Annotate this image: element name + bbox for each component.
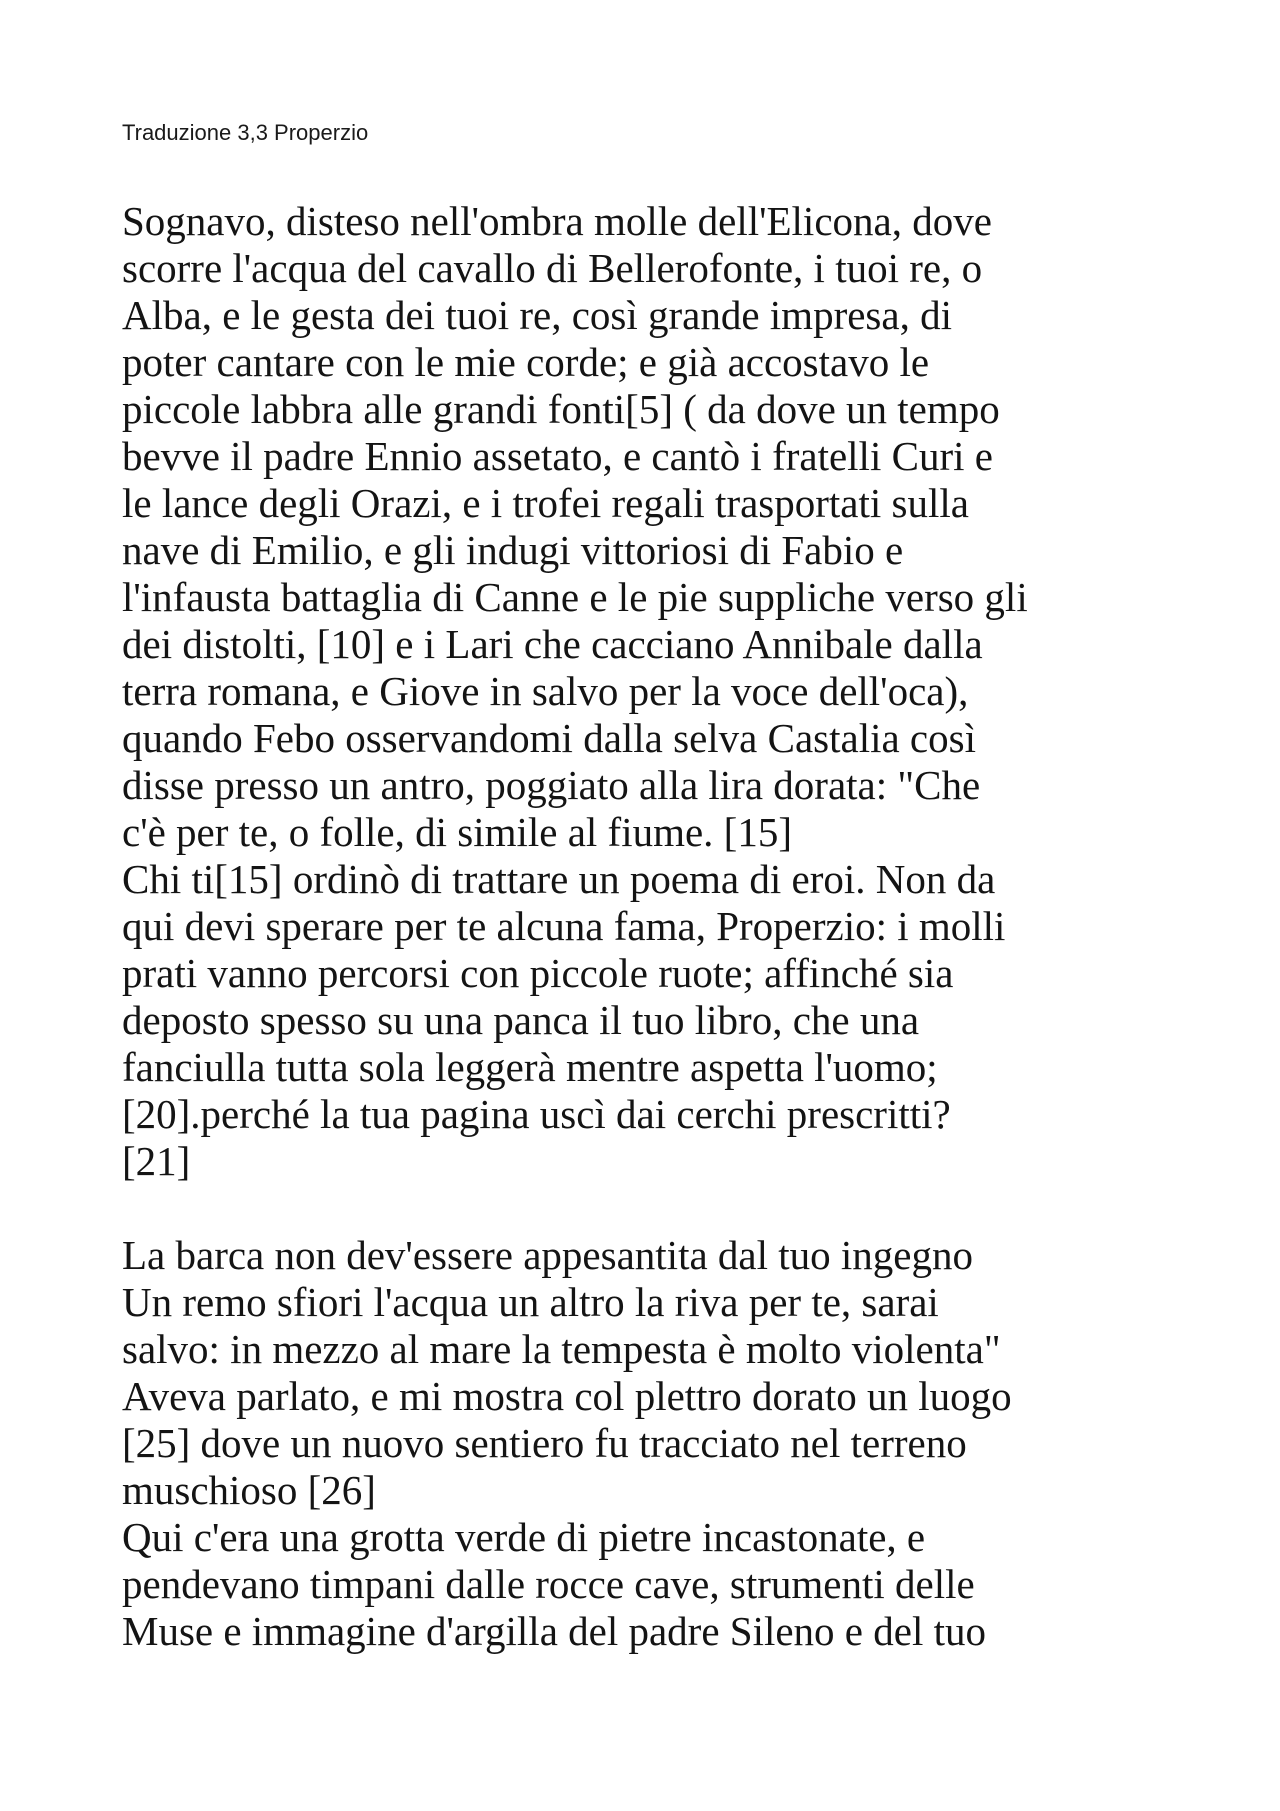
text-line: dei distolti, [10] e i Lari che cacciano Annibale dalla	[122, 621, 983, 667]
paragraph-spacer	[122, 1185, 1242, 1232]
text-line: prati vanno percorsi con piccole ruote; affinché sia	[122, 950, 954, 996]
text-line: salvo: in mezzo al mare la tempesta è molto violenta"	[122, 1326, 1001, 1372]
paragraph-2	[122, 1232, 1242, 1655]
text-line: scorre l'acqua del cavallo di Bellerofonte, i tuoi re, o	[122, 245, 983, 291]
text-line: l'infausta battaglia di Canne e le pie suppliche verso gli	[122, 574, 1028, 620]
text-line: muschioso [26]	[122, 1467, 376, 1513]
text-line: fanciulla tutta sola leggerà mentre aspetta l'uomo;	[122, 1044, 938, 1090]
text-line: [20].perché la tua pagina uscì dai cerchi prescritti?	[122, 1091, 951, 1137]
text-line: Alba, e le gesta dei tuoi re, così grande impresa, di	[122, 292, 952, 338]
text-line: nave di Emilio, e gli indugi vittoriosi di Fabio e	[122, 527, 904, 573]
text-line: le lance degli Orazi, e i trofei regali trasportati sulla	[122, 480, 969, 526]
text-line: deposto spesso su una panca il tuo libro, che una	[122, 997, 920, 1043]
text-line: Chi ti[15] ordinò di trattare un poema di eroi. Non da	[122, 856, 996, 902]
text-line: Muse e immagine d'argilla del padre Sileno e del tuo	[122, 1608, 986, 1654]
paragraph-1	[122, 198, 1242, 1185]
text-line: quando Febo osservandomi dalla selva Castalia così	[122, 715, 976, 761]
text-line: qui devi sperare per te alcuna fama, Properzio: i molli	[122, 903, 1006, 949]
text-line: Sognavo, disteso nell'ombra molle dell'Elicona, dove	[122, 198, 992, 244]
text-line: [25] dove un nuovo sentiero fu tracciato nel terreno	[122, 1420, 967, 1466]
text-line: La barca non dev'essere appesantita dal tuo ingegno	[122, 1232, 973, 1278]
text-line: Un remo sfiori l'acqua un altro la riva per te, sarai	[122, 1279, 939, 1325]
text-line: c'è per te, o folle, di simile al fiume. [15]	[122, 809, 792, 855]
document-header: Traduzione 3,3 Properzio	[122, 120, 369, 145]
text-line: disse presso un antro, poggiato alla lira dorata: "Che	[122, 762, 981, 808]
text-line: bevve il padre Ennio assetato, e cantò i fratelli Curi e	[122, 433, 993, 479]
text-line: [21]	[122, 1138, 191, 1184]
text-line: Aveva parlato, e mi mostra col plettro dorato un luogo	[122, 1373, 1012, 1419]
text-line: poter cantare con le mie corde; e già accostavo le	[122, 339, 930, 385]
document-body	[122, 198, 1242, 1655]
text-line: terra romana, e Giove in salvo per la voce dell'oca),	[122, 668, 969, 714]
text-line: Qui c'era una grotta verde di pietre incastonate, e	[122, 1514, 926, 1560]
text-line: pendevano timpani dalle rocce cave, strumenti delle	[122, 1561, 975, 1607]
text-line: piccole labbra alle grandi fonti[5] ( da dove un tempo	[122, 386, 1000, 432]
